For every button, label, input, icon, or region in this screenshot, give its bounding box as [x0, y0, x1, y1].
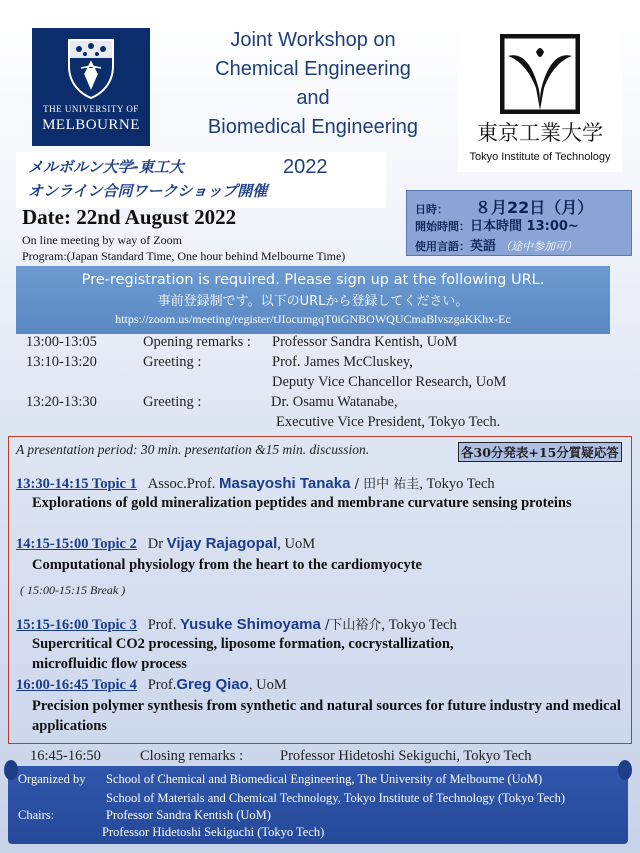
schedule-kind: Greeting :: [143, 354, 202, 370]
title-line1: Joint Workshop on: [230, 29, 396, 51]
date-info-box: [406, 190, 632, 256]
topic-header: [16, 473, 495, 493]
registration-link[interactable]: https://zoom.us/meeting/register/tJIocumgqT0iGNBOWQUCmaBlvszgaKKhx-Ec: [115, 312, 511, 326]
speaker-affiliation: , UoM: [277, 536, 316, 552]
speaker-name: Masayoshi Tanaka: [219, 475, 351, 492]
language-value: 英語: [470, 239, 497, 254]
chairs-label: Chairs:: [18, 808, 55, 822]
speaker-affiliation: , Tokyo Tech: [419, 476, 495, 492]
uom-logo: [32, 28, 150, 146]
date-value: ８月22日（月）: [475, 198, 594, 217]
registration-text-jp: 事前登録制です。以下のURLから登録してください。: [157, 294, 469, 309]
speaker-name-jp: /下山裕介: [320, 618, 382, 633]
speaker-name: Yusuke Shimoyama: [179, 616, 321, 633]
tokyo-tech-logo-jp: 東京工業大学: [477, 121, 603, 145]
uom-crest-icon: [63, 36, 119, 100]
topic-header: [16, 676, 287, 694]
title-line4: Biomedical Engineering: [207, 116, 419, 138]
break-note: ( 15:00-15:15 Break ): [20, 583, 126, 597]
start-row: [415, 215, 631, 235]
topic-label: 13:30-14:15 Topic 1: [16, 476, 137, 492]
speaker-title: Prof.: [147, 617, 177, 633]
schedule-row: [0, 354, 640, 394]
start-label: 開始時間：: [415, 220, 470, 233]
speaker-affiliation: , UoM: [248, 677, 287, 693]
tokyo-tech-logo: [458, 14, 622, 172]
schedule-desc: Professor Sandra Kentish, UoM: [272, 334, 458, 350]
language-row: [415, 235, 631, 255]
schedule-row: [0, 334, 640, 354]
organizer-1: School of Chemical and Biomedical Engineering, The University of Melbourne (UoM): [106, 772, 543, 786]
registration-text-en: Pre-registration is required. Please sign up at the following URL.: [81, 272, 545, 288]
title-year: 2022: [283, 156, 328, 178]
chair-1: Professor Sandra Kentish (UoM): [106, 808, 271, 822]
speaker-name-jp: / 田中 祐圭: [350, 477, 420, 492]
jp-subtitle-line2: オンライン合同ワークショップ開催: [28, 182, 268, 200]
schedule-time: 13:20-13:30: [26, 394, 97, 410]
uom-logo-line2: MELBOURNE: [42, 117, 140, 133]
schedule-desc-2: Deputy Vice Chancellor Research, UoM: [272, 374, 507, 390]
title-line2: Chemical Engineering: [215, 58, 411, 80]
organizer-2: School of Materials and Chemical Technology, Tokyo Institute of Technology (Tokyo Tech): [106, 791, 566, 805]
topic-label: 15:15-16:00 Topic 3: [16, 617, 137, 633]
japanese-subtitle: [16, 152, 386, 208]
speaker-title: Assoc.Prof.: [147, 476, 216, 492]
language-note: （途中参加可）: [500, 240, 578, 253]
speaker-affiliation: , Tokyo Tech: [381, 617, 457, 633]
scroll-cap-left: [4, 760, 18, 780]
schedule-desc: Dr. Osamu Watanabe,: [271, 394, 398, 410]
schedule-desc-2: Executive Vice President, Tokyo Tech.: [276, 414, 501, 430]
topic-label: 14:15-15:00 Topic 2: [16, 536, 137, 552]
closing-kind: Closing remarks :: [140, 748, 244, 764]
closing-row: [0, 748, 640, 768]
topic-description: Precision polymer synthesis from synthetic and natural sources for future industry and medical applications: [32, 698, 621, 734]
schedule-kind: Greeting :: [143, 394, 202, 410]
program-note: Program:(Japan Standard Time, One hour behind Melbourne Time): [22, 249, 346, 263]
online-note: On line meeting by way of Zoom: [22, 233, 182, 247]
speaker-name: Greg Qiao: [176, 676, 249, 693]
tokyo-tech-logo-en: Tokyo Institute of Technology: [469, 151, 611, 163]
speaker-name: Vijay Rajagopal: [166, 535, 278, 552]
schedule-time: 13:00-13:05: [26, 334, 97, 350]
topic-header: [16, 614, 457, 634]
scroll-cap-right: [618, 760, 632, 780]
schedule-row: [0, 394, 640, 434]
presentation-period-jp: 各30分発表+15分質疑応答: [458, 442, 622, 462]
speaker-title: Prof.: [147, 677, 177, 693]
organizer-banner: [8, 766, 628, 844]
schedule-kind: Opening remarks :: [143, 334, 251, 350]
date-row: [415, 195, 631, 215]
presentation-period: A presentation period: 30 min. presentation &15 min. discussion.: [16, 442, 370, 457]
schedule-desc: Prof. James McCluskey,: [272, 354, 413, 370]
closing-desc: Professor Hidetoshi Sekiguchi, Tokyo Tech: [280, 748, 532, 764]
workshop-title: [178, 26, 448, 142]
closing-time: 16:45-16:50: [30, 748, 101, 764]
date-label: 日時：: [415, 203, 448, 216]
organized-label: Organized by: [18, 772, 86, 786]
title-line3: and: [296, 87, 330, 109]
topic-description: Computational physiology from the heart to the cardiomyocyte: [32, 557, 422, 573]
start-value: 日本時間 13:00~: [470, 219, 579, 234]
topic-description: Supercritical CO2 processing, liposome formation, cocrystallization, microfluidic flow process: [32, 636, 454, 672]
chair-2: Professor Hidetoshi Sekiguchi (Tokyo Tech): [102, 825, 325, 839]
jp-subtitle-line1: メルボルン大学-東工大: [28, 158, 184, 176]
language-label: 使用言語：: [415, 240, 470, 253]
registration-banner: [16, 266, 610, 334]
uom-logo-line1: THE UNIVERSITY OF: [43, 104, 139, 114]
topic-description: Explorations of gold mineralization peptides and membrane curvature sensing proteins: [32, 495, 572, 511]
speaker-title: Dr: [147, 536, 164, 552]
schedule-time: 13:10-13:20: [26, 354, 97, 370]
event-date: Date: 22nd August 2022: [22, 205, 237, 229]
topic-label: 16:00-16:45 Topic 4: [16, 677, 137, 693]
tokyo-tech-swallow-icon: [500, 34, 580, 114]
topic-header: [16, 535, 315, 553]
